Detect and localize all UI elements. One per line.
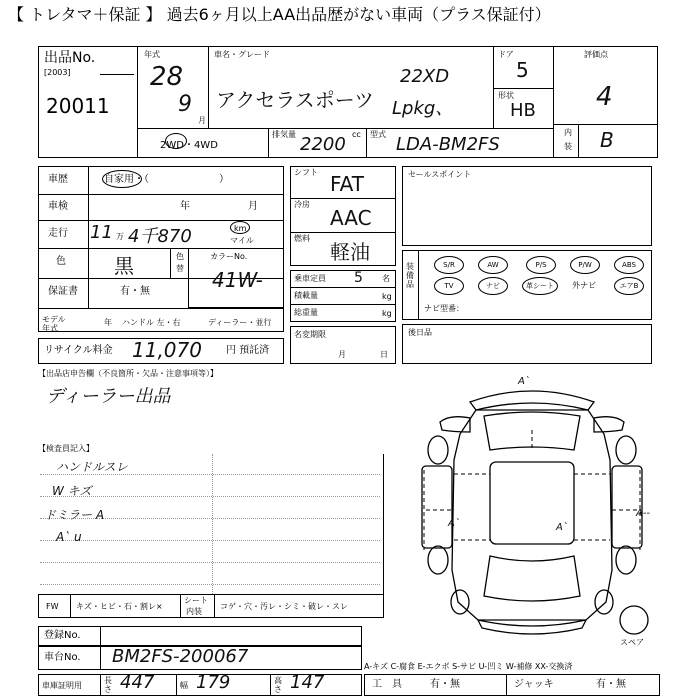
chassis-label: 車台No.: [44, 652, 81, 663]
option-ext-navi: 外ナビ: [572, 281, 596, 290]
after-box: [402, 324, 652, 364]
dealer-label: ディーラー・並行: [208, 318, 272, 327]
month-value: 9: [178, 92, 192, 117]
model-value: LDA-BM2FS: [396, 134, 500, 155]
displacement-label: 排気量: [272, 130, 296, 139]
shape-label: 形状: [498, 91, 514, 100]
interior-label-1: 内: [564, 128, 572, 137]
score-value: 4: [596, 82, 613, 112]
option-tv: TV: [434, 277, 464, 295]
reg-label: 登録No.: [44, 630, 81, 641]
shaken-year: 年: [180, 201, 190, 212]
model-label: 型式: [370, 130, 386, 139]
reg-row: [38, 626, 362, 646]
fw-text: キズ・ヒビ・石・割レ×: [76, 602, 163, 611]
inspector-line-2: W キズ: [52, 484, 92, 498]
damage-mark-side: A--: [636, 508, 651, 519]
equip-label: 装備品: [406, 262, 414, 289]
after-label: 後日品: [408, 328, 432, 337]
height-label: 高さ: [274, 676, 282, 694]
fuel-value: 軽油: [330, 240, 370, 264]
lot-number: 20011: [46, 94, 110, 118]
capacity-label: 乗車定員: [294, 274, 326, 283]
jack-options: 有・無: [596, 679, 626, 690]
recycle-unit: 円 預託済: [226, 345, 270, 356]
option-aw: AW: [478, 256, 508, 274]
cert-label: 車庫証明用: [42, 681, 82, 690]
history-label: 車歴: [48, 174, 68, 185]
shape-value: HB: [510, 100, 536, 121]
history-circle: [102, 170, 142, 188]
lot-year-tag: [2003]: [44, 68, 71, 77]
regchange-month: 月: [338, 350, 346, 359]
name-label: 車名・グレード: [214, 50, 270, 59]
shaken-label: 車検: [48, 201, 68, 212]
capacity-unit: 名: [382, 274, 390, 283]
color-change-1: 色: [176, 252, 184, 261]
option-pw: P/W: [570, 256, 600, 274]
recycle-value: 11,070: [132, 338, 202, 362]
chassis-value: BM2FS-200067: [112, 646, 249, 667]
fuel-label: 燃料: [294, 234, 310, 243]
inspector-line-4: A` u: [56, 530, 82, 544]
colorno-value: 41W-: [212, 268, 263, 292]
capacity-value: 5: [354, 270, 363, 286]
color-label: 色: [56, 256, 66, 267]
inspector-title: 【検査員記入】: [38, 444, 94, 453]
fw-label: FW: [46, 602, 59, 611]
navi-model-label: ナビ型番：: [424, 304, 464, 313]
length-label: 長さ: [104, 676, 112, 694]
color-change-2: 替: [176, 264, 184, 273]
warranty-options: 有・無: [120, 286, 150, 297]
mileage-man-value: 11: [90, 222, 113, 243]
shift-value: FAT: [330, 172, 365, 196]
mileage-man-unit: 万: [116, 232, 124, 241]
damage-mark-right: A`: [556, 522, 568, 533]
warranty-label: 保証書: [48, 286, 78, 297]
interior-value: B: [600, 128, 614, 152]
mile-unit: マイル: [230, 236, 254, 245]
nenshiki-label: 年式: [144, 50, 160, 59]
shift-label: シフト: [294, 168, 318, 177]
damage-legend: A-キズ C-腐食 E-エクボ S-サビ U-凹ミ W-補修 XX-交換済: [364, 662, 573, 671]
length-value: 447: [120, 672, 155, 693]
width-value: 179: [196, 672, 231, 693]
car-diagram: [404, 370, 660, 660]
month-suffix: 月: [198, 116, 206, 125]
handle-label: ハンドル 左・右: [122, 318, 181, 327]
history-options: 自家用・（ ）: [104, 174, 229, 185]
banner-title: 【 トレタマ＋保証 】 過去6ヶ月以上AA出品歴がない車両（プラス保証付）: [8, 5, 551, 24]
jack-label: ジャッキ: [514, 679, 554, 690]
tools-label: 工具: [372, 679, 412, 690]
model-year-unit: 年: [104, 318, 112, 327]
gross-kg: kg: [382, 309, 392, 318]
displacement-value: 2200: [300, 134, 346, 155]
cc-unit: cc: [352, 130, 361, 139]
width-label: 幅: [180, 681, 188, 690]
ac-label: 冷房: [294, 200, 310, 209]
door-label: ドア: [498, 50, 514, 59]
damage-mark-left: A`: [448, 518, 460, 529]
recycle-label: リサイクル料金: [44, 345, 113, 356]
option-abs: ABS: [614, 256, 644, 274]
km-circle: [230, 221, 250, 234]
lot-label: 出品No.: [44, 50, 96, 66]
notes-text: ディーラー出品: [46, 386, 171, 407]
option-sr: S/R: [434, 256, 464, 274]
color-value: 黒: [114, 254, 134, 278]
interior-label-2: 装: [564, 142, 572, 151]
height-value: 147: [290, 672, 325, 693]
inspector-line-1: ハンドルスレ: [56, 460, 128, 474]
inspector-line-3: ドミラー A: [44, 508, 105, 522]
seat-label-2: 内装: [186, 607, 202, 616]
load-label: 積載量: [294, 291, 318, 300]
sales-label: セールスポイント: [408, 170, 472, 179]
colorno-label: カラーNo.: [210, 252, 248, 261]
load-kg: kg: [382, 292, 392, 301]
mileage-label: 走行: [48, 228, 68, 239]
gross-label: 総重量: [294, 308, 318, 317]
option-navi: ナビ: [478, 277, 508, 295]
tools-options: 有・無: [430, 679, 460, 690]
option-leather: 革シート: [522, 277, 558, 295]
inspector-box: [38, 454, 384, 594]
ac-value: AAC: [330, 206, 372, 230]
door-value: 5: [516, 58, 529, 82]
spare-label: スペア: [620, 638, 644, 647]
notes-title: 【出品店申告欄（不良箇所・欠品・注意事項等）】: [38, 369, 218, 378]
grade-line2: Lpkg、: [392, 98, 454, 119]
mileage-rest-value: 4千870: [128, 226, 192, 247]
option-ps: P/S: [526, 256, 556, 274]
year-value: 28: [150, 62, 184, 92]
grade-line1: 22XD: [400, 66, 450, 87]
drive-circle: [165, 133, 187, 149]
damage-mark-bumper: A`: [518, 376, 530, 387]
car-name: アクセラスポーツ: [216, 88, 374, 112]
option-airbag: エアB: [614, 277, 644, 295]
shaken-month: 月: [248, 201, 258, 212]
regchange-day: 日: [380, 350, 388, 359]
regchange-label: 名変期限: [294, 330, 326, 339]
drive-options: 2WD・4WD: [160, 140, 218, 151]
seat-label-1: シート: [184, 596, 208, 605]
score-label: 評価点: [584, 50, 608, 59]
model-year-label: モデル年式: [42, 315, 66, 333]
km-unit: km: [234, 224, 247, 233]
seat-text: コゲ・穴・汚レ・シミ・破レ・スレ: [220, 602, 348, 611]
